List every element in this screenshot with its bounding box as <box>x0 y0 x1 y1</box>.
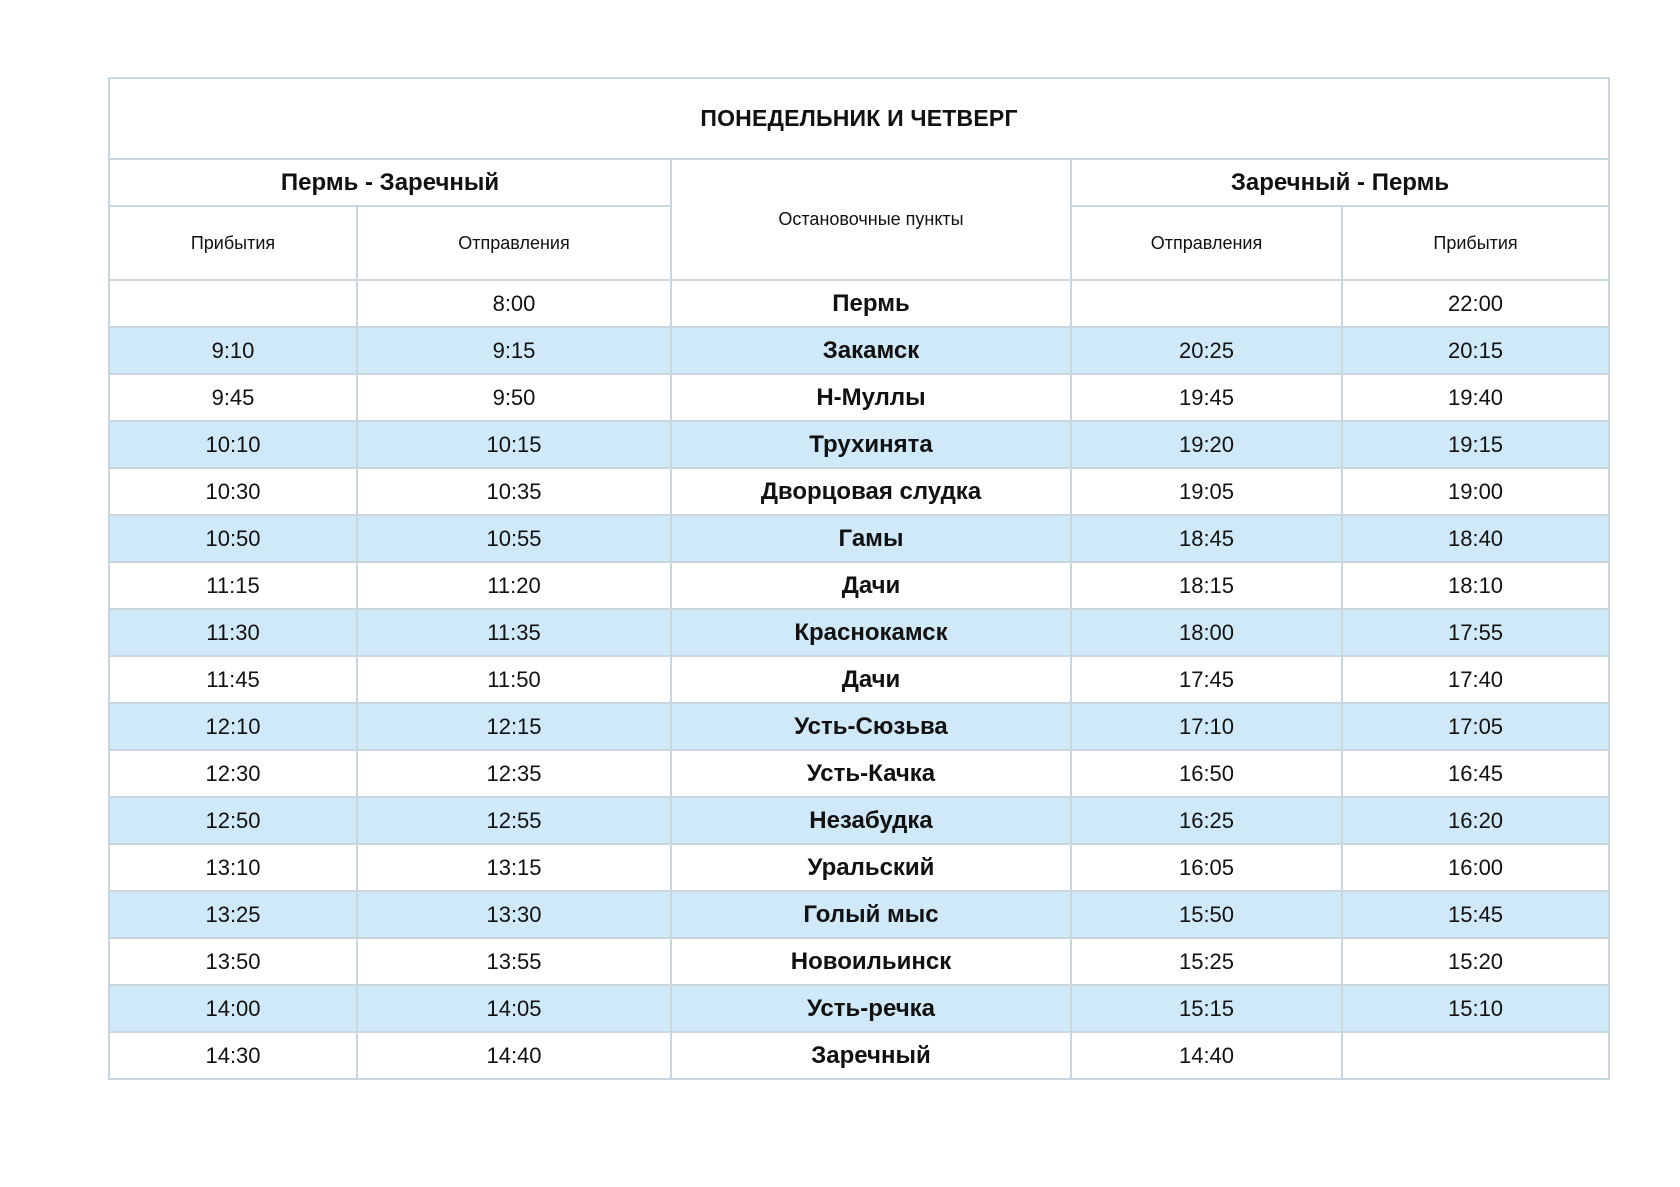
departure-cell: 18:15 <box>1071 562 1342 609</box>
arrival-cell: 11:30 <box>109 609 357 656</box>
departure-cell: 9:50 <box>357 374 671 421</box>
stop-name: Трухинята <box>671 421 1071 468</box>
arrival-cell: 11:45 <box>109 656 357 703</box>
table-row <box>109 280 1609 327</box>
departure-cell: 12:15 <box>357 703 671 750</box>
arrival-cell: 11:15 <box>109 562 357 609</box>
arrival-cell: 20:15 <box>1342 327 1609 374</box>
departure-cell: 10:35 <box>357 468 671 515</box>
arrival-cell: 19:15 <box>1342 421 1609 468</box>
arrival-cell: 14:30 <box>109 1032 357 1079</box>
table-row <box>109 327 1609 374</box>
stop-name: Краснокамск <box>671 609 1071 656</box>
departure-cell: 17:45 <box>1071 656 1342 703</box>
stop-name: Н-Муллы <box>671 374 1071 421</box>
departure-cell: 19:05 <box>1071 468 1342 515</box>
table-row <box>109 891 1609 938</box>
arrival-cell: 13:25 <box>109 891 357 938</box>
arrival-cell: 9:10 <box>109 327 357 374</box>
stops-column-header: Остановочные пункты <box>671 159 1071 280</box>
arrival-cell: 15:10 <box>1342 985 1609 1032</box>
direction-left-header: Пермь - Заречный <box>109 159 671 206</box>
table-row <box>109 468 1609 515</box>
direction-right-header: Заречный - Пермь <box>1071 159 1609 206</box>
table-row <box>109 656 1609 703</box>
table-row <box>109 609 1609 656</box>
departure-cell: 15:50 <box>1071 891 1342 938</box>
arrival-cell: 18:10 <box>1342 562 1609 609</box>
stop-name: Дачи <box>671 656 1071 703</box>
stop-name: Усть-Сюзьва <box>671 703 1071 750</box>
arrival-cell: 10:50 <box>109 515 357 562</box>
arrival-cell: 10:30 <box>109 468 357 515</box>
departure-cell: 17:10 <box>1071 703 1342 750</box>
right-departures-header: Отправления <box>1071 206 1342 280</box>
stop-name: Закамск <box>671 327 1071 374</box>
table-row <box>109 844 1609 891</box>
departure-cell: 14:40 <box>357 1032 671 1079</box>
departure-cell: 16:05 <box>1071 844 1342 891</box>
stop-name: Усть-Качка <box>671 750 1071 797</box>
departure-cell: 16:50 <box>1071 750 1342 797</box>
left-departures-header: Отправления <box>357 206 671 280</box>
arrival-cell: 12:10 <box>109 703 357 750</box>
arrival-cell: 10:10 <box>109 421 357 468</box>
departure-cell: 14:40 <box>1071 1032 1342 1079</box>
departure-cell: 19:45 <box>1071 374 1342 421</box>
left-arrivals-header: Прибытия <box>109 206 357 280</box>
table-row <box>109 515 1609 562</box>
arrival-cell: 15:45 <box>1342 891 1609 938</box>
stop-name: Уральский <box>671 844 1071 891</box>
arrival-cell: 13:50 <box>109 938 357 985</box>
table-row <box>109 1032 1609 1079</box>
arrival-cell: 15:20 <box>1342 938 1609 985</box>
arrival-cell: 22:00 <box>1342 280 1609 327</box>
arrival-cell: 16:45 <box>1342 750 1609 797</box>
departure-cell: 9:15 <box>357 327 671 374</box>
arrival-cell: 19:00 <box>1342 468 1609 515</box>
stop-name: Дачи <box>671 562 1071 609</box>
departure-cell: 13:55 <box>357 938 671 985</box>
stop-name: Дворцовая слудка <box>671 468 1071 515</box>
arrival-cell: 16:20 <box>1342 797 1609 844</box>
departure-cell: 11:50 <box>357 656 671 703</box>
table-row <box>109 797 1609 844</box>
arrival-cell: 16:00 <box>1342 844 1609 891</box>
stop-name: Новоильинск <box>671 938 1071 985</box>
departure-cell: 13:15 <box>357 844 671 891</box>
departure-cell: 18:45 <box>1071 515 1342 562</box>
stop-name: Гамы <box>671 515 1071 562</box>
table-row <box>109 374 1609 421</box>
departure-cell: 12:35 <box>357 750 671 797</box>
departure-cell: 10:15 <box>357 421 671 468</box>
departure-cell <box>1071 280 1342 327</box>
arrival-cell <box>1342 1032 1609 1079</box>
table-row <box>109 703 1609 750</box>
table-row <box>109 938 1609 985</box>
departure-cell: 16:25 <box>1071 797 1342 844</box>
arrival-cell: 19:40 <box>1342 374 1609 421</box>
departure-cell: 11:35 <box>357 609 671 656</box>
departure-cell: 18:00 <box>1071 609 1342 656</box>
departure-cell: 14:05 <box>357 985 671 1032</box>
stop-name: Голый мыс <box>671 891 1071 938</box>
arrival-cell <box>109 280 357 327</box>
departure-cell: 11:20 <box>357 562 671 609</box>
right-arrivals-header: Прибытия <box>1342 206 1609 280</box>
stop-name: Усть-речка <box>671 985 1071 1032</box>
departure-cell: 8:00 <box>357 280 671 327</box>
stop-name: Заречный <box>671 1032 1071 1079</box>
schedule-table <box>108 77 1610 1080</box>
table-row <box>109 562 1609 609</box>
schedule-title: ПОНЕДЕЛЬНИК И ЧЕТВЕРГ <box>109 78 1609 159</box>
arrival-cell: 17:05 <box>1342 703 1609 750</box>
departure-cell: 15:25 <box>1071 938 1342 985</box>
departure-cell: 15:15 <box>1071 985 1342 1032</box>
arrival-cell: 13:10 <box>109 844 357 891</box>
stop-name: Незабудка <box>671 797 1071 844</box>
arrival-cell: 12:30 <box>109 750 357 797</box>
arrival-cell: 14:00 <box>109 985 357 1032</box>
table-row <box>109 750 1609 797</box>
departure-cell: 10:55 <box>357 515 671 562</box>
arrival-cell: 18:40 <box>1342 515 1609 562</box>
table-row <box>109 985 1609 1032</box>
table-row <box>109 421 1609 468</box>
departure-cell: 13:30 <box>357 891 671 938</box>
departure-cell: 12:55 <box>357 797 671 844</box>
arrival-cell: 17:40 <box>1342 656 1609 703</box>
departure-cell: 20:25 <box>1071 327 1342 374</box>
arrival-cell: 12:50 <box>109 797 357 844</box>
arrival-cell: 17:55 <box>1342 609 1609 656</box>
departure-cell: 19:20 <box>1071 421 1342 468</box>
stop-name: Пермь <box>671 280 1071 327</box>
arrival-cell: 9:45 <box>109 374 357 421</box>
